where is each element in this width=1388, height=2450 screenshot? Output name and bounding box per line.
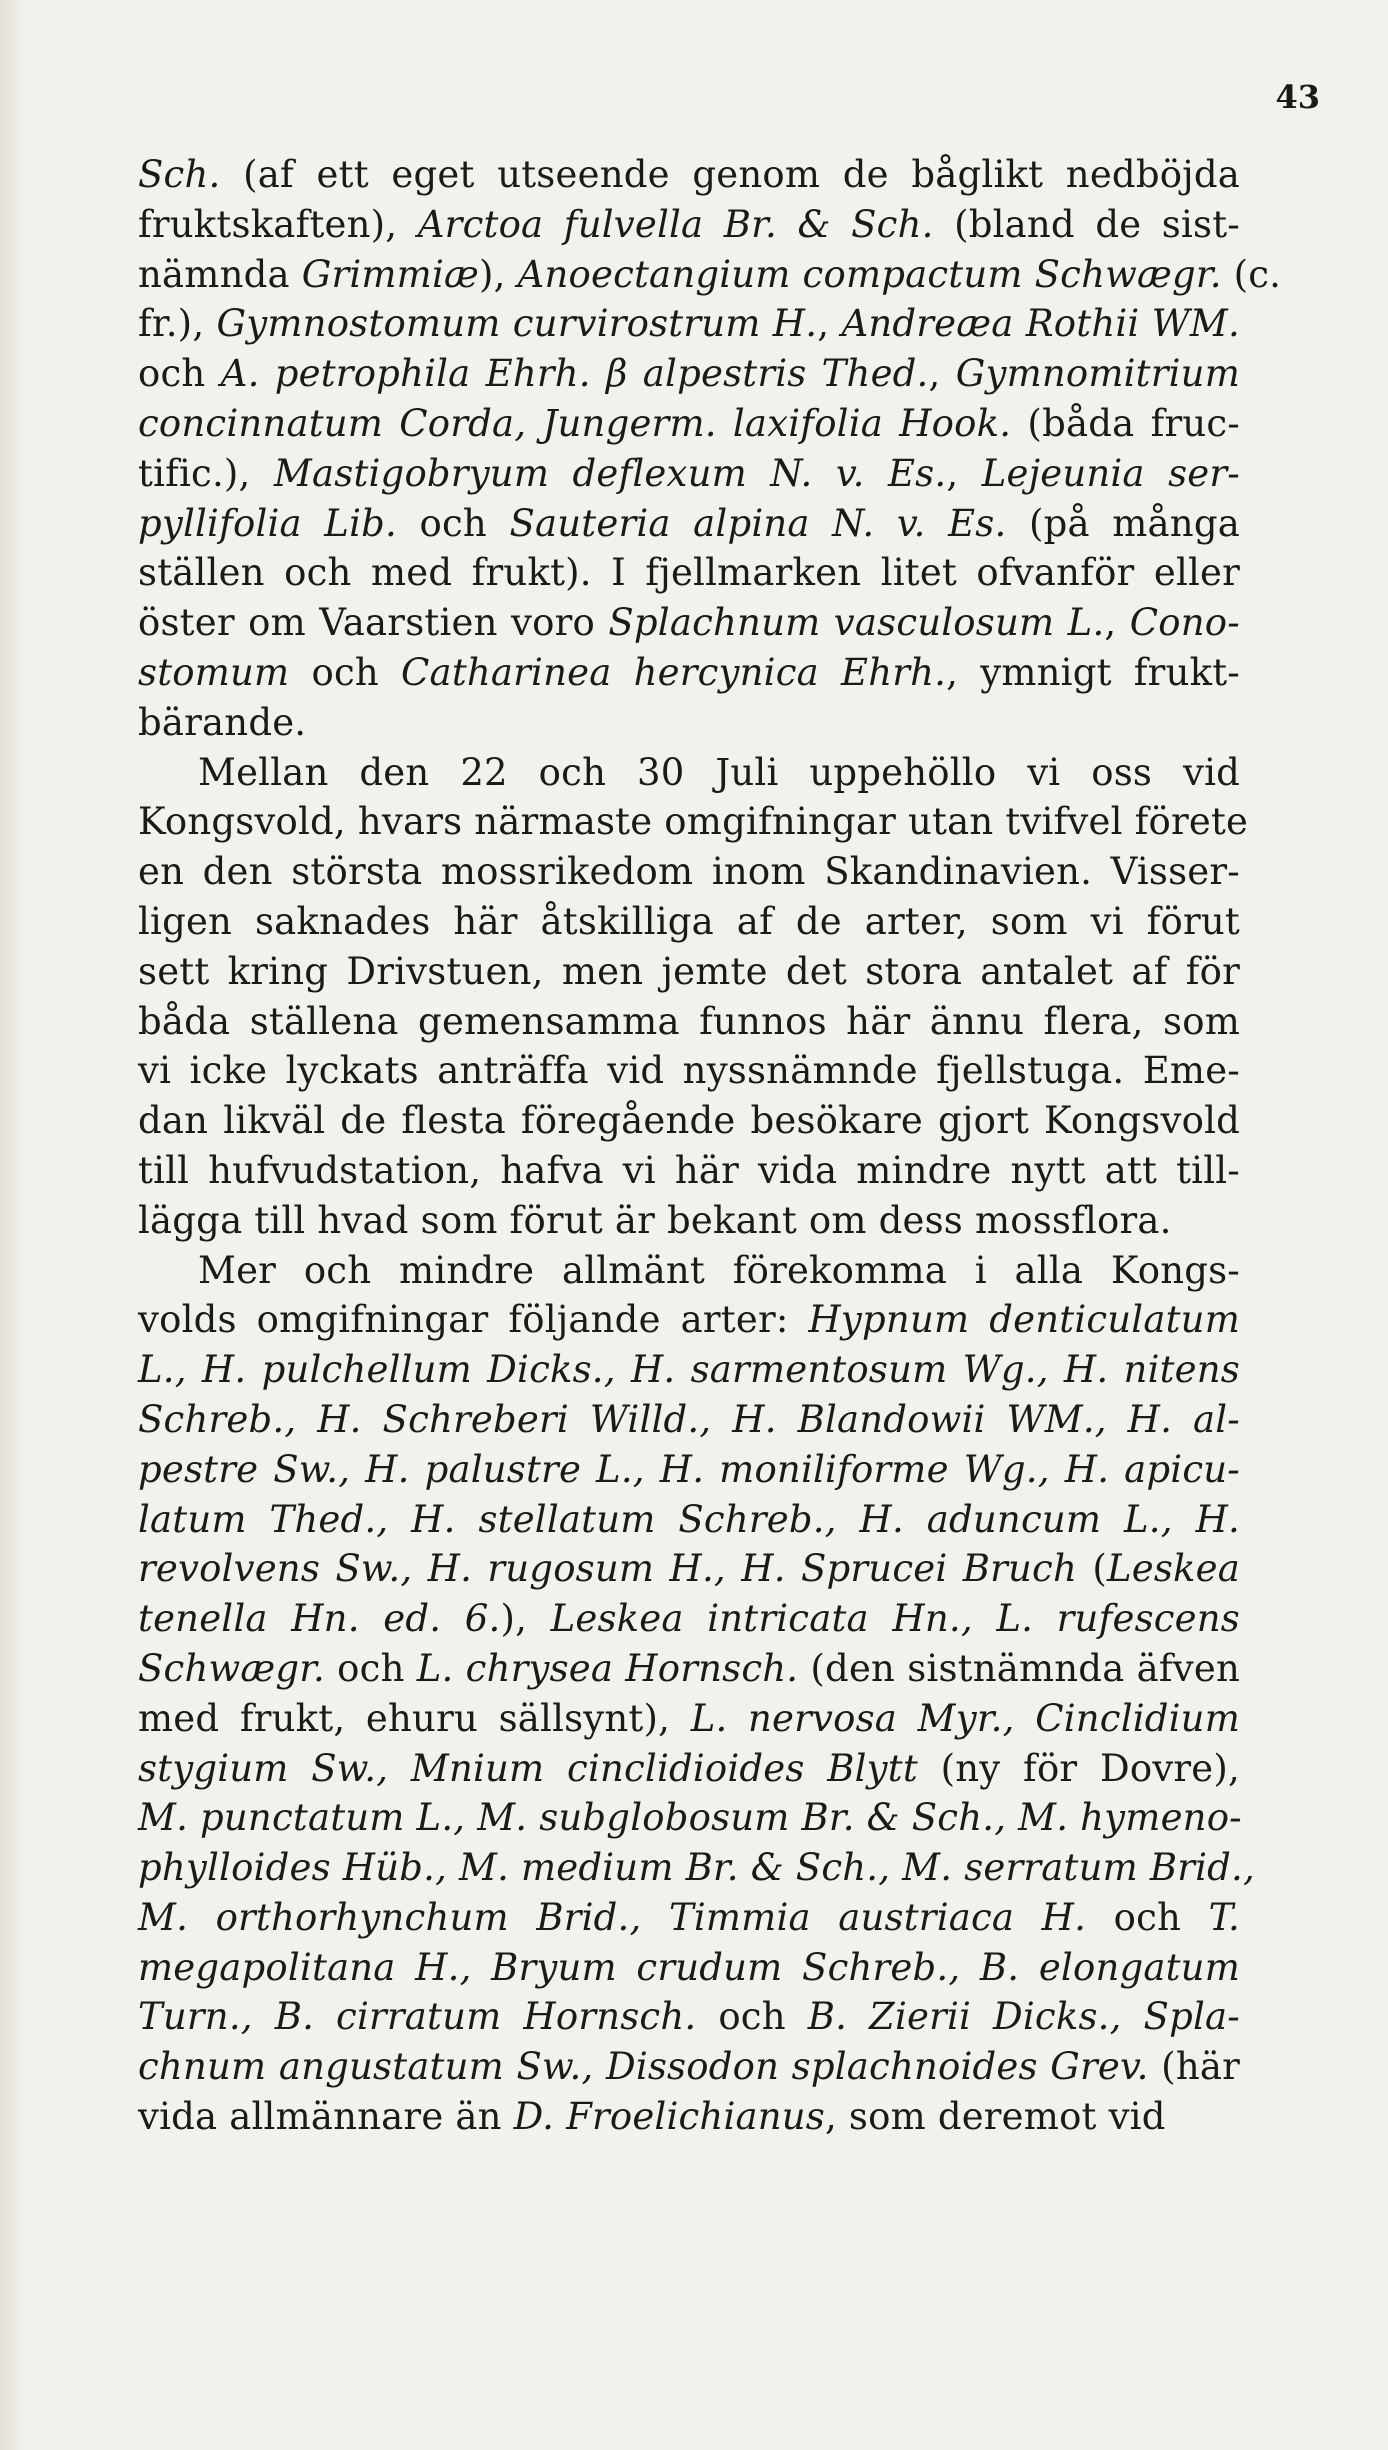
text-line [138,548,1240,598]
text-segment: ( [1077,1547,1107,1591]
italic-text-segment: stomum [138,650,290,694]
italic-text-segment: M. punctatum L., M. subglobosum Br. & Sch., M. hymeno- [138,1796,1242,1840]
text-segment: tific.), [138,451,274,495]
text-line [138,1744,1240,1794]
text-line [138,1345,1240,1395]
text-line [138,1295,1240,1345]
text-line [138,1644,1240,1694]
page-number: 43 [1275,78,1320,116]
text-line [138,1146,1240,1196]
text-segment: (bland de sist- [933,202,1240,246]
text-segment: (ny för Dovre), [917,1746,1240,1790]
italic-text-segment: Anoectangium compactum Schwægr. [517,252,1222,296]
text-line [138,1694,1240,1744]
italic-text-segment: stygium Sw., Mnium cinclidioides Blytt [138,1746,918,1790]
text-line [138,797,1249,847]
text-segment: ), [478,252,518,296]
italic-text-segment: Mastigobryum deflexum N. v. Es. [273,451,947,495]
italic-text-segment: concinnatum Corda, Jungerm. laxifolia Hook. [138,401,1012,445]
text-segment: fr.), [138,302,217,346]
text-line [138,1793,1240,1843]
text-segment: (båda fruc- [1011,401,1240,445]
text-line [138,1246,1240,1296]
text-line [138,1843,1255,1893]
italic-text-segment: revolvens Sw., H. rugosum H., H. Sprucei Bruch [138,1547,1077,1591]
text-segment: vida allmännare än [138,2095,514,2139]
text-segment: båda ställena gemensamma funnos här ännu flera, som [138,999,1240,1043]
text-line [138,1445,1240,1495]
text-segment: och [1086,1895,1209,1939]
text-line [138,1992,1240,2042]
text-segment: (den sistnämnda äfven [798,1646,1240,1690]
text-segment: vi icke lyckats anträffa vid nyssnämnde fjellstuga. Eme- [138,1049,1240,1093]
italic-text-segment: Grimmiæ [301,252,479,296]
text-line [138,499,1240,549]
text-line [138,1943,1240,1993]
text-segment: ), [500,1597,551,1641]
text-line [138,349,1240,399]
text-segment: lägga till hvad som förut är bekant om dess mossflora. [138,1198,1172,1242]
italic-text-segment: M. orthorhynchum Brid., Timmia austriaca H. [138,1895,1087,1939]
text-segment: , [946,451,982,495]
italic-text-segment: L., H. pulchellum Dicks., H. sarmentosum Wg., H. nitens [138,1348,1240,1392]
text-line [138,299,1240,349]
text-line [138,1594,1240,1644]
italic-text-segment: Arctoa fulvella Br. & Sch. [417,202,934,246]
text-line [138,2092,1240,2142]
text-segment: öster om Vaarstien voro [138,601,609,645]
italic-text-segment: Schreb., H. Schreberi Willd., H. Blandowii WM., H. al- [138,1397,1240,1441]
text-line [138,250,1282,300]
italic-text-segment: phylloides Hüb., M. medium Br. & Sch., M. serratum Brid., [138,1846,1255,1890]
text-line [138,1196,1240,1246]
italic-text-segment: Sch. [138,153,221,196]
text-segment: volds omgifningar följande arter: [138,1298,809,1342]
text-segment: bärande. [138,700,307,744]
text-segment: Mellan den 22 och 30 Juli uppehöllo vi oss vid [198,750,1240,794]
text-line [138,897,1240,947]
text-line [138,1893,1240,1943]
text-segment: dan likväl de flesta föregående besökare gjort Kongsvold [138,1099,1240,1143]
italic-text-segment: Cono- [1129,601,1240,645]
italic-text-segment: Leskea [1106,1547,1241,1591]
text-line [138,947,1240,997]
text-line [138,1096,1240,1146]
text-segment: och [396,501,510,545]
italic-text-segment: Schwægr. [138,1646,326,1690]
italic-text-segment: Sauteria alpina N. v. Es. [509,501,1007,545]
italic-text-segment: Leskea intricata Hn., L. rufescens [550,1597,1240,1641]
text-segment: en den största mossrikedom inom Skandinavien. Visser- [138,850,1240,894]
text-segment: och [325,1646,417,1690]
text-segment: , [817,302,842,346]
text-segment: ställen och med frukt). I fjellmarken litet ofvanför eller [138,551,1240,595]
text-segment: (här [1148,2045,1240,2089]
text-line [138,449,1240,499]
text-line [138,648,1240,698]
italic-text-segment: L. chrysea Hornsch. [416,1646,799,1690]
text-segment: Mer och mindre allmänt förekomma i alla Kongs- [198,1248,1240,1292]
text-segment: (c. [1221,252,1282,296]
italic-text-segment: Hypnum denticulatum [808,1298,1240,1342]
italic-text-segment: B. Zierii Dicks., Spla- [807,1995,1240,2039]
italic-text-segment: Lejeunia ser- [981,451,1240,495]
text-line [138,200,1240,250]
italic-text-segment: T. [1208,1895,1240,1939]
italic-text-segment: latum Thed., H. stellatum Schreb., H. aduncum L., H. [138,1497,1240,1541]
italic-text-segment: Catharinea hercynica Ehrh. [401,650,947,694]
italic-text-segment: L. nervosa Myr., Cinclidium [690,1696,1240,1740]
text-line [138,997,1240,1047]
text-line [138,598,1240,648]
italic-text-segment: megapolitana H., Bryum crudum Schreb., B. elongatum [138,1945,1240,1989]
text-line [138,847,1240,897]
italic-text-segment: chnum angustatum Sw., Dissodon splachnoides Grev. [138,2045,1149,2089]
text-segment: , ymnigt frukt- [946,650,1240,694]
italic-text-segment: Gymnostomum curvirostrum H. [216,302,818,346]
text-segment: nämnda [138,252,302,296]
text-segment: , [1104,601,1130,645]
text-line [138,2042,1240,2092]
text-line [138,748,1240,798]
italic-text-segment: pestre Sw., H. palustre L., H. moniliforme Wg., H. apicu- [138,1447,1240,1491]
text-segment: Kongsvold, hvars närmaste omgifningar utan tvifvel förete [138,800,1249,844]
text-line [138,399,1240,449]
page-gutter-shadow [0,0,26,2450]
text-segment: , som deremot vid [824,2095,1166,2139]
body-text [138,150,1282,2142]
text-segment: och [696,1995,808,2039]
text-line [138,150,1240,200]
text-segment: (af ett eget utseende genom de båglikt nedböjda [220,153,1240,196]
text-segment: och [289,650,402,694]
text-segment: sett kring Drivstuen, men jemte det stora antalet af för [138,949,1240,993]
text-segment: ligen saknades här åtskilliga af de arter, som vi förut [138,899,1240,943]
italic-text-segment: Gymnomitrium [955,352,1240,396]
text-line [138,1544,1240,1594]
text-line [138,698,1240,748]
italic-text-segment: A. petrophila Ehrh. β alpestris Thed. [220,352,929,396]
italic-text-segment: Splachnum vasculosum L. [608,601,1105,645]
italic-text-segment: tenella Hn. ed. 6. [138,1597,501,1641]
italic-text-segment: pyllifolia Lib. [138,501,397,545]
text-segment: (på många [1006,501,1240,545]
text-line [138,1046,1240,1096]
text-line [138,1395,1240,1445]
italic-text-segment: Turn., B. cirratum Hornsch. [138,1995,697,2039]
text-segment: till hufvudstation, hafva vi här vida mindre nytt att till- [138,1148,1240,1192]
italic-text-segment: Andreæa Rothii WM. [841,302,1240,346]
text-segment: , [928,352,956,396]
text-segment: och [138,352,221,396]
text-line [138,1495,1240,1545]
text-segment: med frukt, ehuru sällsynt), [138,1696,691,1740]
italic-text-segment: D. Froelichianus [513,2095,825,2139]
text-segment: fruktskaften), [138,202,418,246]
